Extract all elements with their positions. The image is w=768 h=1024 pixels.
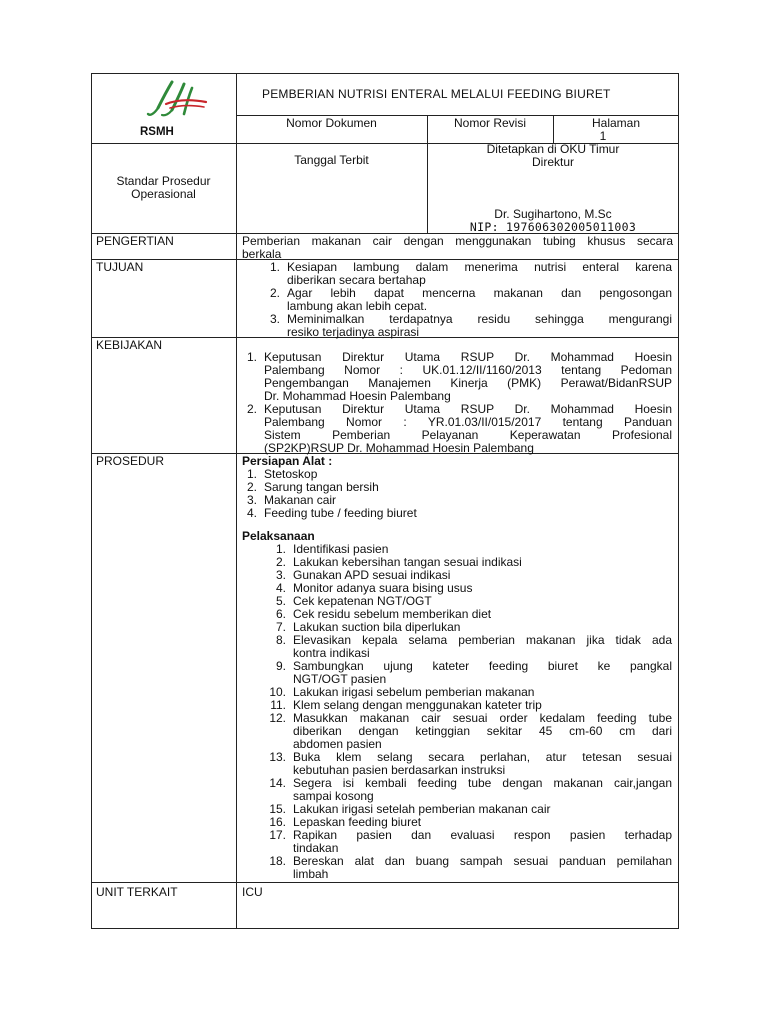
list-number: 1. [269, 260, 280, 274]
list-item-line: Lakukan kebersihan tangan sesuai indikasi [293, 555, 522, 569]
list-number: 1. [246, 467, 257, 481]
list-item-line: Bereskan alat dan buang sampah sesuai panduan pemilahan [293, 854, 672, 868]
halaman-value: 1 [599, 129, 607, 143]
list-number: 6. [275, 607, 286, 621]
list-number: 2. [246, 480, 257, 494]
pengertian-label: PENGERTIAN [96, 234, 174, 248]
list-item-line: Segera isi kembali feeding tube dengan makanan cair,jangan [293, 776, 672, 790]
ditetapkan-line-2: Direktur [531, 155, 574, 169]
list-item-line: Pengembangan Manajemen Kinerja (PMK) Perawat/BidanRSUP [264, 376, 672, 390]
list-item-line: Masukkan makanan cair sesuai order kedalam feeding tube [293, 711, 672, 725]
list-item [293, 634, 672, 660]
list-item [293, 777, 672, 803]
kebijakan-label: KEBIJAKAN [96, 338, 163, 352]
signer-nip: NIP: 197606302005011003 [469, 220, 637, 234]
list-number: 4. [275, 581, 286, 595]
nomor-revisi-label: Nomor Revisi [453, 116, 526, 130]
list-item-line: lambung akan lebih cepat. [287, 299, 428, 313]
list-item [287, 261, 672, 287]
hospital-name: RSMH [140, 126, 174, 138]
pelaksanaan-heading: Pelaksanaan [242, 529, 315, 543]
list-item-line: diberikan secara bertahap [287, 273, 426, 287]
list-number: 17. [269, 828, 286, 842]
list-item-line: Gunakan APD sesuai indikasi [293, 568, 451, 582]
list-item-line: Dr. Mohammad Hoesin Palembang [264, 389, 451, 403]
list-number: 18. [269, 854, 286, 868]
list-item [293, 751, 672, 777]
prosedur-label: PROSEDUR [96, 454, 165, 468]
list-number: 3. [275, 568, 286, 582]
list-number: 3. [246, 493, 257, 507]
list-item-line: Rapikan pasien dan evaluasi respon pasien terhadap [293, 828, 672, 842]
list-item [287, 313, 672, 339]
list-item [264, 403, 672, 455]
list-item-line: Cek kepatenan NGT/OGT [293, 594, 432, 608]
list-item-line: kebutuhan pasien berdasarkan instruksi [293, 763, 506, 777]
unit-terkait-label: UNIT TERKAIT [96, 885, 178, 899]
list-number: 1. [246, 350, 257, 364]
list-item-line: limbah [293, 867, 329, 881]
list-number: 16. [269, 815, 286, 829]
divider [91, 882, 679, 883]
list-number: 7. [275, 620, 286, 634]
list-item-line: resiko terjadinya aspirasi [287, 325, 420, 339]
list-number: 13. [269, 750, 286, 764]
pengertian-text [242, 235, 673, 261]
signer-name: Dr. Sugihartono, M.Sc [494, 207, 612, 221]
list-number: 2. [269, 286, 280, 300]
list-item-line: Sambungkan ujung kateter feeding biuret ke pangkal [293, 659, 672, 673]
list-number: 2. [246, 402, 257, 416]
list-item-line: Agar lebih dapat mencerna makanan dan pengosongan [287, 286, 672, 300]
persiapan-heading: Persiapan Alat : [242, 454, 333, 468]
list-item [293, 660, 672, 686]
list-item [287, 287, 672, 313]
list-number: 4. [246, 506, 257, 520]
spo-label-line-1: Standar Prosedur [116, 174, 211, 188]
list-item [293, 829, 672, 855]
list-item-line: NGT/OGT pasien [293, 672, 387, 686]
list-item-line: Cek residu sebelum memberikan diet [293, 607, 492, 621]
list-item-line: kontra indikasi [293, 646, 370, 660]
pengertian-line: Pemberian makanan cair dengan menggunakan tubing khusus secara [242, 234, 673, 248]
list-number: 15. [269, 802, 286, 816]
list-number: 9. [275, 659, 286, 673]
list-item-line: sampai kosong [293, 789, 374, 803]
list-item-line: Palembang Nomor : YR.01.03/II/015/2017 tentang Panduan [264, 415, 672, 429]
list-item-line: Kesiapan lambung dalam menerima nutrisi enteral karena [287, 260, 672, 274]
list-item [293, 855, 672, 881]
list-number: 1. [275, 542, 286, 556]
list-item-line: Lepaskan feeding biuret [293, 815, 422, 829]
tanggal-terbit-label: Tanggal Terbit [294, 153, 369, 167]
list-item-line: (SP2KP)RSUP Dr. Mohammad Hoesin Palembang [264, 441, 534, 455]
list-number: 2. [275, 555, 286, 569]
list-item: Feeding tube / feeding biuret [264, 506, 417, 520]
list-number: 3. [269, 312, 280, 326]
list-item-line: Lakukan irigasi setelah pemberian makanan cair [293, 802, 551, 816]
list-item-line: Klem selang dengan menggunakan kateter trip [293, 698, 542, 712]
list-item [293, 712, 672, 751]
list-item-line: Sistem Pemberian Pelayanan Keperawatan Profesional [264, 428, 672, 442]
list-number: 12. [269, 711, 286, 725]
rsmh-logo [140, 78, 210, 124]
document-title: PEMBERIAN NUTRISI ENTERAL MELALUI FEEDING BIURET [262, 87, 611, 101]
spo-label-line-2: Operasional [131, 187, 196, 201]
list-item-line: Keputusan Direktur Utama RSUP Dr. Mohammad Hoesin [264, 350, 672, 364]
tujuan-label: TUJUAN [96, 260, 144, 274]
list-item-line: Lakukan suction bila diperlukan [293, 620, 461, 634]
list-number: 8. [275, 633, 286, 647]
halaman-label: Halaman [591, 116, 641, 130]
list-number: 11. [270, 698, 286, 712]
list-item [264, 351, 672, 403]
list-item-line: Keputusan Direktur Utama RSUP Dr. Mohammad Hoesin [264, 402, 672, 416]
list-item-line: Elevasikan kepala selama pemberian makanan jika tidak ada [293, 633, 672, 647]
list-number: 14. [269, 776, 286, 790]
list-number: 10. [269, 685, 286, 699]
pengertian-line: berkala [242, 247, 282, 261]
unit-terkait-value: ICU [242, 885, 263, 899]
list-item: Makanan cair [264, 493, 337, 507]
list-item: Stetoskop [264, 467, 318, 481]
nomor-dokumen-label: Nomor Dokumen [286, 116, 377, 130]
list-item-line: diberikan dengan ketinggian sekitar 45 cm-60 cm dari [293, 724, 672, 738]
list-item-line: Lakukan irigasi sebelum pemberian makanan [293, 685, 535, 699]
list-item-line: Buka klem selang secara perlahan, atur tetesan sesuai [293, 750, 672, 764]
list-item-line: Meminimalkan terdapatnya residu sehingga mengurangi [287, 312, 672, 326]
list-item-line: Palembang Nomor : UK.01.12/II/1160/2013 tentang Pedoman [264, 363, 672, 377]
list-item-line: Monitor adanya suara bising usus [293, 581, 473, 595]
list-item-line: tindakan [293, 841, 339, 855]
list-item: Sarung tangan bersih [264, 480, 379, 494]
list-item-line: Identifikasi pasien [293, 542, 389, 556]
list-item-line: abdomen pasien [293, 737, 382, 751]
ditetapkan-line-1: Ditetapkan di OKU Timur [486, 142, 620, 156]
list-number: 5. [275, 594, 286, 608]
